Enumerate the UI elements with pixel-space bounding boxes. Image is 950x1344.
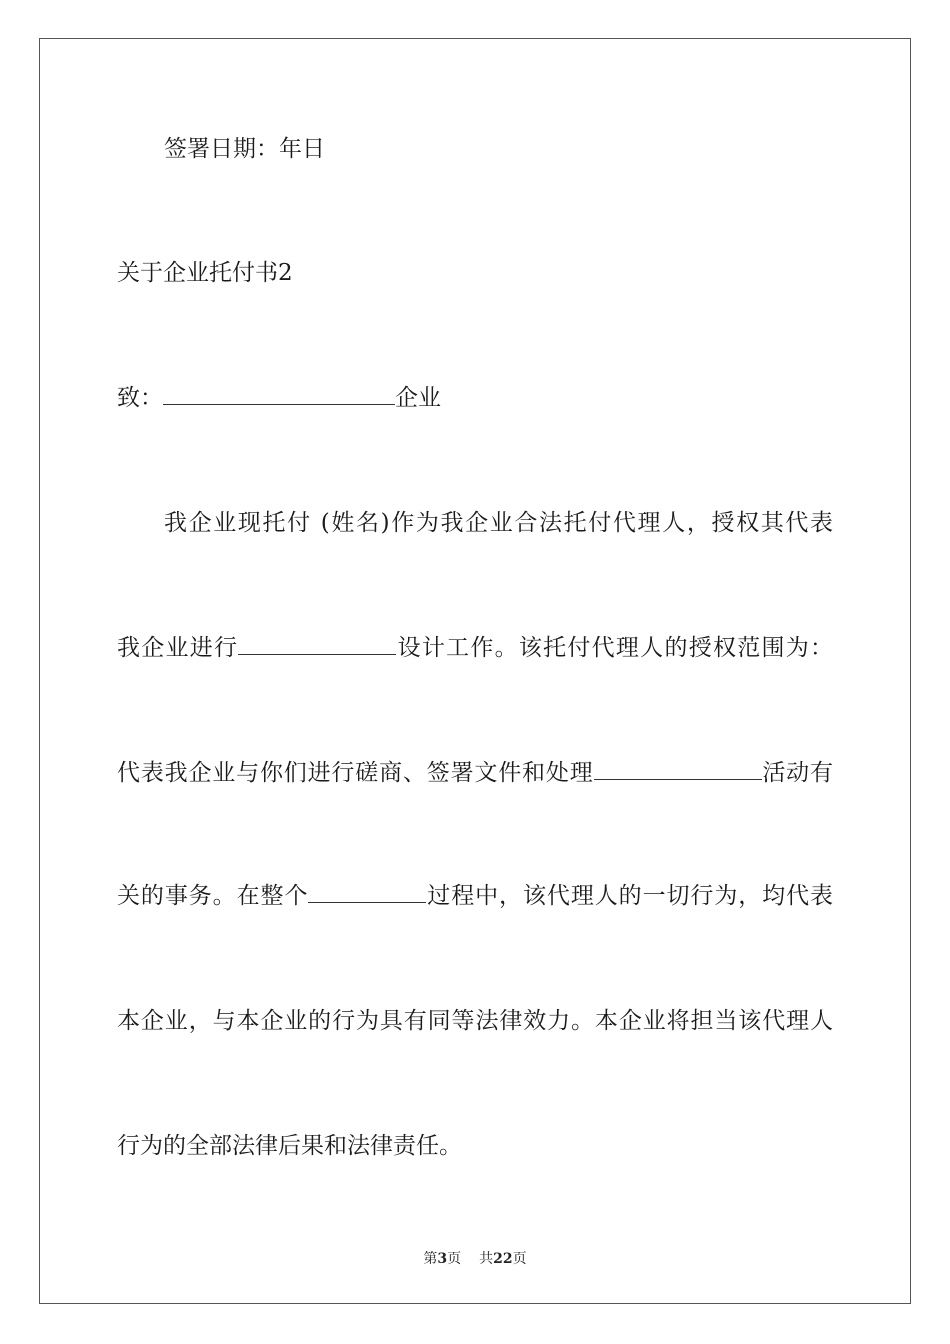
document-heading: 关于企业托付书2	[117, 260, 293, 286]
paragraph-line-2	[117, 633, 833, 663]
page-border	[39, 38, 911, 1304]
paragraph-line-1: 我企业现托付 (姓名)作为我企业合法托付代理人，授权其代表	[164, 510, 833, 536]
sign-date-line: 签署日期：年日	[164, 136, 325, 162]
paragraph-line-4	[117, 881, 833, 911]
paragraph-line-2-start: 我企业进行	[117, 635, 239, 661]
addressee-blank	[163, 384, 395, 405]
process-blank	[308, 882, 426, 903]
paragraph-line-4-start: 关的事务。在整个	[117, 883, 309, 909]
paragraph-line-2-end: 设计工作。该托付代理人的授权范围为：	[396, 635, 834, 661]
paragraph-line-3	[117, 758, 833, 788]
activity-blank	[594, 759, 762, 780]
page-suffix: 页	[447, 1251, 462, 1267]
addressee-line	[117, 383, 441, 413]
paragraph-line-3-start: 代表我企业与你们进行磋商、签署文件和处理	[117, 760, 594, 786]
total-prefix: 共	[479, 1251, 494, 1267]
addressee-suffix: 企业	[395, 385, 441, 411]
addressee-prefix: 致：	[117, 385, 163, 411]
paragraph-line-6: 行为的全部法律后果和法律责任。	[117, 1133, 462, 1159]
total-suffix: 页	[512, 1251, 527, 1267]
page-number: 3	[437, 1251, 448, 1267]
page-prefix: 第	[423, 1251, 438, 1267]
paragraph-line-3-end: 活动有	[761, 760, 834, 786]
page-footer	[0, 1248, 950, 1268]
project-blank	[238, 634, 396, 655]
paragraph-line-4-end: 过程中，该代理人的一切行为，均代表	[426, 883, 834, 909]
total-pages: 22	[493, 1251, 513, 1267]
paragraph-line-5: 本企业，与本企业的行为具有同等法律效力。本企业将担当该代理人	[117, 1008, 833, 1034]
